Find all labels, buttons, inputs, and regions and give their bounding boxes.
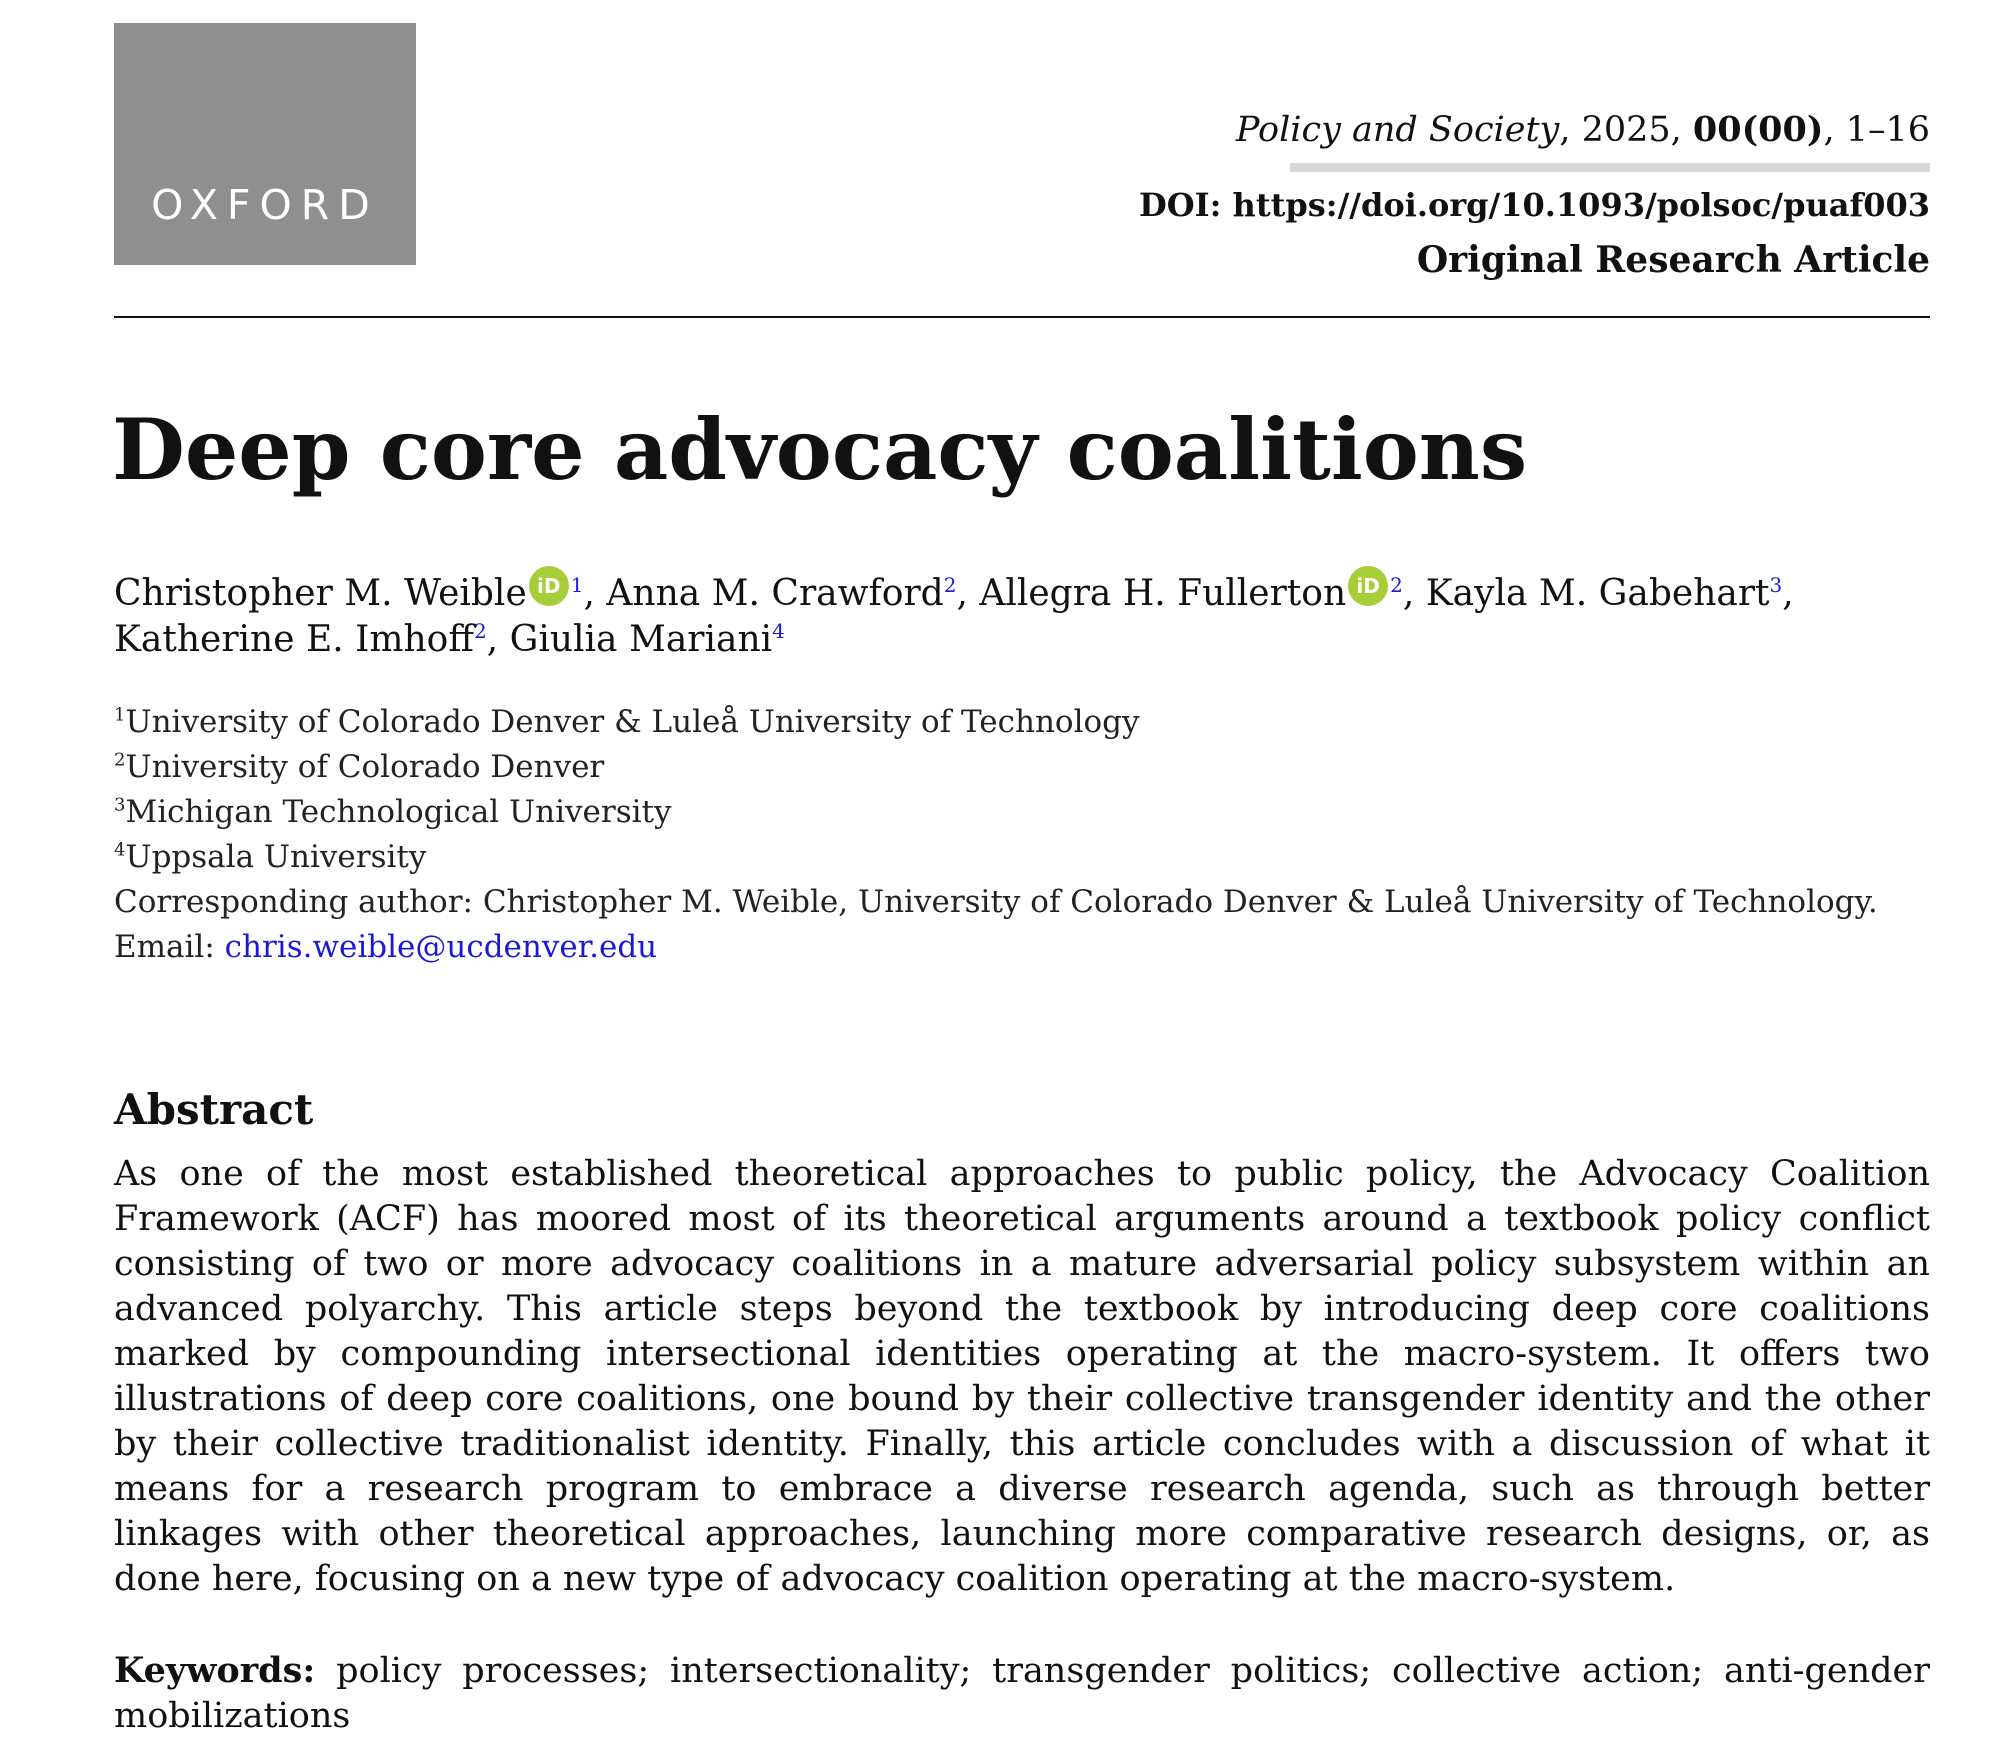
affiliation-ref[interactable]: 2 xyxy=(473,619,487,643)
author-name[interactable]: Anna M. Crawford xyxy=(606,573,944,614)
journal-name: Policy and Society xyxy=(1235,110,1560,150)
abstract-body: As one of the most established theoretical approaches to public policy, the Advocacy Coalition Framework (ACF) has moored most of its theoretical arguments around a textbook policy conflict consisting of two or more advocacy coalitions in a mature adversarial policy subsystem within an advanced polyarchy. This article steps beyond the textbook by introducing deep core coalitions marked by compounding intersectional identities operating at the macro-system. It offers two illustrations of deep core coalitions, one bound by their collective transgender identity and the other by their collective traditionalist identity. Finally, this article concludes with a discussion of what it means for a research program to embrace a diverse research agenda, such as through better linkages with other theoretical approaches, launching more comparative research designs, or, as done here, focusing on a new type of advocacy coalition operating at the macro-system. xyxy=(114,1154,1930,1599)
affiliation-text: Michigan Technological University xyxy=(125,794,672,830)
affiliation-ref[interactable]: 2 xyxy=(943,573,957,597)
email-row xyxy=(114,925,1934,970)
author-name[interactable]: Katherine E. Imhoff xyxy=(114,619,474,660)
journal-year: , 2025, xyxy=(1559,110,1693,150)
author-name[interactable]: Christopher M. Weible xyxy=(114,573,527,614)
orcid-icon[interactable]: iD xyxy=(1348,566,1388,606)
keywords-label: Keywords: xyxy=(114,1650,316,1691)
journal-rule xyxy=(1290,163,1930,172)
author-separator: , xyxy=(956,573,980,614)
orcid-icon[interactable]: iD xyxy=(529,566,569,606)
header-divider xyxy=(114,316,1930,318)
affiliation-ref[interactable]: 2 xyxy=(1390,573,1403,597)
keywords-text: policy processes; intersectionality; transgender politics; collective action; anti-gender mobilizations xyxy=(114,1651,1930,1736)
affiliation-item xyxy=(114,700,1934,745)
article-title: Deep core advocacy coalitions xyxy=(112,400,1528,499)
article-type: Original Research Article xyxy=(1416,239,1930,281)
journal-line xyxy=(1030,105,1930,155)
affiliation-ref[interactable]: 1 xyxy=(570,573,584,597)
author-list xyxy=(114,566,1934,663)
affiliation-text: University of Colorado Denver xyxy=(125,749,605,785)
corresponding-author: Corresponding author: Christopher M. Weible, University of Colorado Denver & Luleå University of Technology. xyxy=(114,884,1878,920)
author-separator: , xyxy=(1402,573,1426,614)
affiliation-item xyxy=(114,835,1934,880)
affiliation-text: University of Colorado Denver & Luleå University of Technology xyxy=(125,704,1140,740)
author-separator: , xyxy=(486,619,510,660)
author-name[interactable]: Kayla M. Gabehart xyxy=(1425,573,1770,614)
author-line-2 xyxy=(114,617,1934,663)
logo-text: OXFORD xyxy=(151,181,379,229)
email-label: Email: xyxy=(114,929,225,965)
author-name[interactable]: Allegra H. Fullerton xyxy=(979,573,1347,614)
affiliation-number: 4 xyxy=(114,839,126,861)
affiliation-number: 3 xyxy=(114,794,126,816)
author-name[interactable]: Giulia Mariani xyxy=(509,619,773,660)
affiliations xyxy=(114,700,1934,970)
author-line-1 xyxy=(114,566,1934,617)
affiliation-text: Uppsala University xyxy=(125,839,427,875)
abstract-heading: Abstract xyxy=(114,1085,314,1134)
affiliation-ref[interactable]: 3 xyxy=(1769,573,1783,597)
author-separator: , xyxy=(1782,573,1794,614)
affiliation-number: 1 xyxy=(114,704,126,726)
keywords xyxy=(114,1648,1930,1739)
affiliation-item xyxy=(114,745,1934,790)
doi-link[interactable]: DOI: https://doi.org/10.1093/polsoc/puaf003 xyxy=(1139,186,1930,224)
journal-pages: , 1–16 xyxy=(1823,110,1930,150)
oxford-logo xyxy=(114,23,416,265)
email-link[interactable]: chris.weible@ucdenver.edu xyxy=(224,929,658,965)
journal-citation xyxy=(1030,105,1930,155)
affiliation-number: 2 xyxy=(114,749,126,771)
author-separator: , xyxy=(583,573,607,614)
affiliation-item xyxy=(114,790,1934,835)
journal-volume-issue: 00(00) xyxy=(1692,109,1824,150)
affiliation-ref[interactable]: 4 xyxy=(772,619,785,643)
